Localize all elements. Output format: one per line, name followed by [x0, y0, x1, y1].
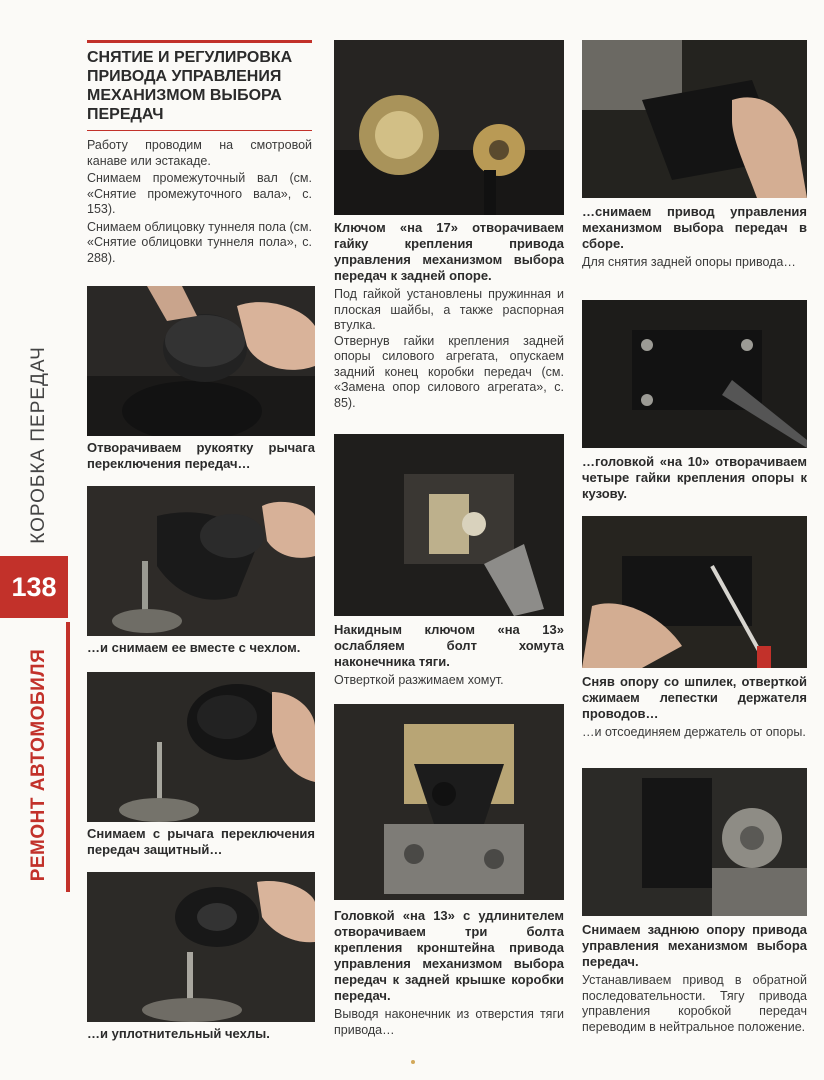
caption-text: Для снятия задней опоры привода… [582, 255, 796, 269]
sidebar-rule [66, 622, 70, 892]
caption-step-3 [87, 826, 315, 858]
photo-wrench-13 [334, 434, 564, 616]
caption-bold: …и снимаем ее вместе с чехлом. [87, 640, 301, 655]
sidebar [0, 0, 70, 1080]
caption-text: Отвернув гайки крепления задней опоры силового агрегата, опускаем задний конец коробки передач (см. «Замена опор силового агрегата», с. 85). [334, 333, 564, 410]
caption-step-11 [582, 922, 807, 1035]
caption-bold: Ключом «на 17» отворачиваем гайку крепления привода управления механизмом выбора передач к задней опоре. [334, 220, 564, 283]
caption-text: Под гайкой установлены пружинная и плоская шайбы, а также распорная втулка. [334, 287, 564, 332]
book-label-wrap [24, 640, 54, 890]
intro-paragraph: Снимаем промежуточный вал (см. «Снятие промежуточного вала», с. 153). [87, 171, 312, 216]
caption-bold: Отворачиваем рукоятку рычага переключения передач… [87, 440, 315, 471]
page-title: СНЯТИЕ И РЕГУЛИРОВКА ПРИВОДА УПРАВЛЕНИЯ МЕХАНИЗМОМ ВЫБОРА ПЕРЕДАЧ [87, 49, 293, 123]
photo-nuts-10 [582, 300, 807, 448]
caption-bold: Накидным ключом «на 13» ослабляем болт хомута наконечника тяги. [334, 622, 564, 669]
photo-seal-boot [87, 872, 315, 1022]
title-top-rule [87, 40, 312, 43]
decorative-dot [411, 1060, 415, 1064]
caption-step-4 [87, 1026, 315, 1042]
section-label-wrap [24, 340, 54, 550]
caption-text: Отверткой разжимаем хомут. [334, 673, 504, 687]
photo-shift-knob [87, 286, 315, 436]
caption-bold: Сняв опору со шпилек, отверткой сжимаем лепестки держателя проводов… [582, 674, 807, 721]
caption-step-8 [582, 204, 807, 271]
caption-bold: …и уплотнительный чехлы. [87, 1026, 270, 1041]
page-number: 138 [0, 556, 68, 618]
photo-nut-17 [334, 40, 564, 215]
caption-text: Выводя наконечник из отверстия тяги привода… [334, 1007, 564, 1037]
caption-step-5 [334, 220, 564, 411]
caption-bold: …снимаем привод управления механизмом выбора передач в сборе. [582, 204, 807, 251]
caption-bold: Снимаем заднюю опору привода управления механизмом выбора передач. [582, 922, 807, 969]
photo-remove-drive [582, 40, 807, 198]
photo-bracket-bolts [334, 704, 564, 900]
caption-text: …и отсоединяем держатель от опоры. [582, 725, 806, 739]
caption-step-2 [87, 640, 315, 656]
intro-paragraph: Снимаем облицовку туннеля пола (см. «Снятие облицовки туннеля пола», с. 288). [87, 219, 312, 265]
caption-bold: Снимаем с рычага переключения передач защитный… [87, 826, 315, 857]
caption-bold: Головкой «на 13» с удлинителем отворачиваем три болта крепления кронштейна привода управления механизмом выбора передач к задней крышке коробки передач. [334, 908, 564, 1003]
caption-bold: …головкой «на 10» отворачиваем четыре гайки крепления опоры к кузову. [582, 454, 807, 501]
intro-text [87, 138, 312, 268]
caption-text: Устанавливаем привод в обратной последовательности. Тягу привода управления коробкой передач переводим в нейтральное положение. [582, 973, 807, 1034]
photo-rear-support [582, 768, 807, 916]
caption-step-10 [582, 674, 807, 741]
intro-paragraph: Работу проводим на смотровой канаве или эстакаде. [87, 138, 312, 168]
book-label: РЕМОНТ АВТОМОБИЛЯ [28, 648, 49, 882]
caption-step-7 [334, 908, 564, 1038]
caption-step-6 [334, 622, 564, 689]
caption-step-1 [87, 440, 315, 472]
photo-protective-boot [87, 672, 315, 822]
photo-wire-holder [582, 516, 807, 668]
photo-knob-with-boot [87, 486, 315, 636]
title-bottom-rule [87, 130, 312, 131]
section-label: КОРОБКА ПЕРЕДАЧ [28, 346, 49, 544]
caption-step-9 [582, 454, 807, 502]
